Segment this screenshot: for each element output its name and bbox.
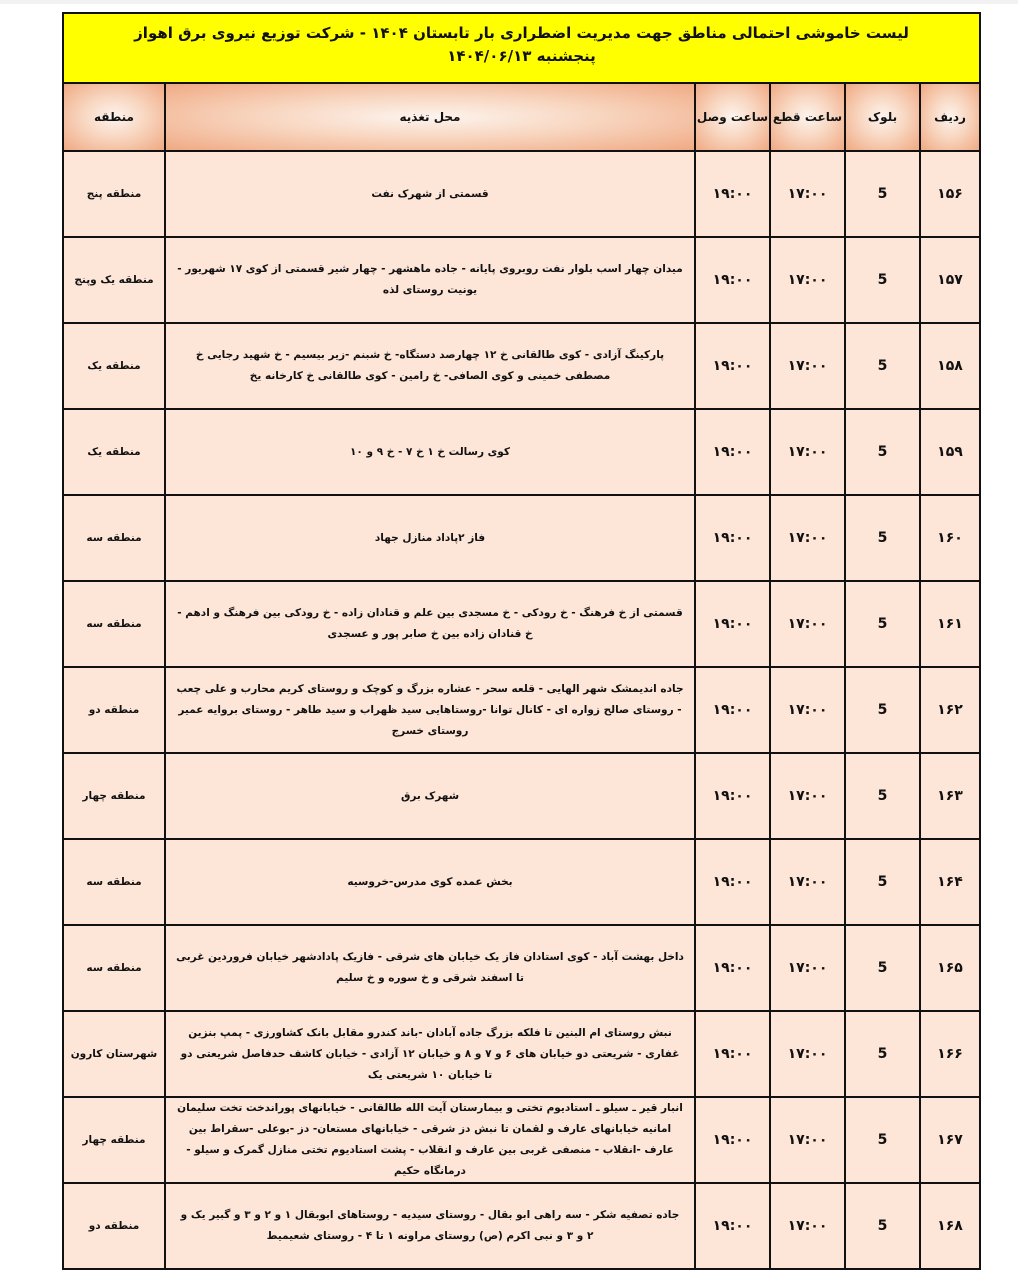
cell-row-number: ۱۶۳ bbox=[920, 753, 979, 839]
header-row bbox=[64, 84, 979, 151]
cell-on-time: ۱۹:۰۰ bbox=[695, 151, 770, 237]
table-row bbox=[64, 667, 979, 753]
cell-location: داخل بهشت آباد - کوی استادان فاز یک خیابان های شرقی - فازیک پادادشهر خیابان فروردین غربی تا اسفند شرقی و خ سوره و خ سلیم bbox=[165, 925, 695, 1011]
table-row bbox=[64, 1011, 979, 1097]
cell-row-number: ۱۶۵ bbox=[920, 925, 979, 1011]
table-row bbox=[64, 237, 979, 323]
cell-off-time: ۱۷:۰۰ bbox=[770, 1097, 845, 1183]
cell-block: 5 bbox=[845, 581, 920, 667]
cell-off-time: ۱۷:۰۰ bbox=[770, 839, 845, 925]
cell-block: 5 bbox=[845, 409, 920, 495]
cell-block: 5 bbox=[845, 839, 920, 925]
cell-location: جاده اندیمشک شهر الهایی - قلعه سحر - عشاره بزرگ و کوچک و روستای کریم محارب و علی چعب - روستای صالح زواره ای - کانال توانا -روستاهایی سید ظهراب و سید طاهر - روستای بروایه عمیر روستای خسرج bbox=[165, 667, 695, 753]
cell-region: منطقه چهار bbox=[64, 753, 165, 839]
cell-region: منطقه یک bbox=[64, 409, 165, 495]
document-date: پنجشنبه ۱۴۰۴/۰۶/۱۳ bbox=[447, 47, 596, 65]
cell-region: منطقه چهار bbox=[64, 1097, 165, 1183]
cell-off-time: ۱۷:۰۰ bbox=[770, 409, 845, 495]
cell-row-number: ۱۶۷ bbox=[920, 1097, 979, 1183]
cell-block: 5 bbox=[845, 237, 920, 323]
cell-off-time: ۱۷:۰۰ bbox=[770, 1183, 845, 1268]
cell-region: منطقه دو bbox=[64, 1183, 165, 1268]
cell-off-time: ۱۷:۰۰ bbox=[770, 581, 845, 667]
cell-block: 5 bbox=[845, 925, 920, 1011]
cell-on-time: ۱۹:۰۰ bbox=[695, 323, 770, 409]
cell-on-time: ۱۹:۰۰ bbox=[695, 753, 770, 839]
cell-off-time: ۱۷:۰۰ bbox=[770, 753, 845, 839]
cell-block: 5 bbox=[845, 151, 920, 237]
cell-region: منطقه سه bbox=[64, 925, 165, 1011]
cell-row-number: ۱۶۰ bbox=[920, 495, 979, 581]
header-on-time: ساعت وصل bbox=[695, 84, 770, 151]
cell-location: جاده تصفیه شکر - سه راهی ابو بقال - روستای سیدیه - روستاهای ابوبقال ۱ و ۲ و ۳ و گبیر یک و ۲ و ۳ و نبی اکرم (ص) روستای مراونه ۱ تا ۴ - روستای شعیمیط bbox=[165, 1183, 695, 1268]
cell-on-time: ۱۹:۰۰ bbox=[695, 1183, 770, 1268]
title-band bbox=[64, 14, 979, 84]
header-block: بلوک bbox=[845, 84, 920, 151]
cell-off-time: ۱۷:۰۰ bbox=[770, 495, 845, 581]
cell-off-time: ۱۷:۰۰ bbox=[770, 925, 845, 1011]
cell-off-time: ۱۷:۰۰ bbox=[770, 1011, 845, 1097]
cell-region: منطقه سه bbox=[64, 581, 165, 667]
table-row bbox=[64, 151, 979, 237]
cell-location: فاز ۲پاداد منازل جهاد bbox=[165, 495, 695, 581]
table-row bbox=[64, 409, 979, 495]
cell-on-time: ۱۹:۰۰ bbox=[695, 839, 770, 925]
table-row bbox=[64, 1183, 979, 1268]
header-region: منطقه bbox=[64, 84, 165, 151]
cell-region: منطقه دو bbox=[64, 667, 165, 753]
cell-location: کوی رسالت خ ۱ خ ۷ - خ ۹ و ۱۰ bbox=[165, 409, 695, 495]
cell-off-time: ۱۷:۰۰ bbox=[770, 323, 845, 409]
cell-row-number: ۱۶۱ bbox=[920, 581, 979, 667]
header-location: محل تغذیه bbox=[165, 84, 695, 151]
cell-location: میدان چهار اسب بلوار نفت روبروی پایانه - جاده ماهشهر - چهار شیر قسمتی از کوی ۱۷ شهریور - یونیت روستای لذه bbox=[165, 237, 695, 323]
cell-location: پارکینگ آزادی - کوی طالقانی خ ۱۲ چهارصد دستگاه- خ شبنم -زیر بیسیم - خ شهید رجایی خ مصطفی خمینی و کوی الصافی- خ رامین - کوی طالقانی خ کارخانه یخ bbox=[165, 323, 695, 409]
cell-on-time: ۱۹:۰۰ bbox=[695, 1097, 770, 1183]
screen-top-strip bbox=[0, 0, 1018, 4]
cell-on-time: ۱۹:۰۰ bbox=[695, 667, 770, 753]
cell-row-number: ۱۶۴ bbox=[920, 839, 979, 925]
cell-region: منطقه پنج bbox=[64, 151, 165, 237]
cell-region: منطقه یک وپنج bbox=[64, 237, 165, 323]
table-row bbox=[64, 495, 979, 581]
outage-table bbox=[64, 84, 979, 1268]
cell-block: 5 bbox=[845, 1183, 920, 1268]
cell-row-number: ۱۵۹ bbox=[920, 409, 979, 495]
cell-location: شهرک برق bbox=[165, 753, 695, 839]
header-row-number: ردیف bbox=[920, 84, 979, 151]
table-row bbox=[64, 1097, 979, 1183]
cell-row-number: ۱۵۷ bbox=[920, 237, 979, 323]
table-row bbox=[64, 839, 979, 925]
cell-off-time: ۱۷:۰۰ bbox=[770, 151, 845, 237]
cell-block: 5 bbox=[845, 1011, 920, 1097]
cell-block: 5 bbox=[845, 495, 920, 581]
cell-on-time: ۱۹:۰۰ bbox=[695, 925, 770, 1011]
table-row bbox=[64, 581, 979, 667]
cell-on-time: ۱۹:۰۰ bbox=[695, 495, 770, 581]
table-row bbox=[64, 753, 979, 839]
header-off-time: ساعت قطع bbox=[770, 84, 845, 151]
cell-row-number: ۱۵۸ bbox=[920, 323, 979, 409]
cell-row-number: ۱۵۶ bbox=[920, 151, 979, 237]
cell-on-time: ۱۹:۰۰ bbox=[695, 237, 770, 323]
outage-schedule-sheet bbox=[62, 12, 981, 1270]
cell-on-time: ۱۹:۰۰ bbox=[695, 409, 770, 495]
cell-row-number: ۱۶۶ bbox=[920, 1011, 979, 1097]
table-row bbox=[64, 323, 979, 409]
table-row bbox=[64, 925, 979, 1011]
cell-region: منطقه سه bbox=[64, 839, 165, 925]
cell-region: شهرستان کارون bbox=[64, 1011, 165, 1097]
cell-region: منطقه یک bbox=[64, 323, 165, 409]
cell-off-time: ۱۷:۰۰ bbox=[770, 237, 845, 323]
cell-on-time: ۱۹:۰۰ bbox=[695, 1011, 770, 1097]
cell-location: نبش روستای ام البنین تا فلکه بزرگ جاده آبادان -باند کندرو مقابل بانک کشاورزی - پمپ بنزین غفاری - شریعتی دو خیابان های ۶ و ۷ و ۸ و خیابان ۱۲ آزادی - خیابان کاشف حدفاصل شریعتی دو تا خیابان ۱۰ شریعتی یک bbox=[165, 1011, 695, 1097]
cell-location: قسمتی از خ فرهنگ - خ رودکی - خ مسجدی بین علم و قنادان زاده - خ رودکی بین فرهنگ و ادهم - خ قنادان زاده بین خ صابر پور و عسجدی bbox=[165, 581, 695, 667]
cell-location: انبار قیر ـ سیلو ـ استادیوم تختی و بیمارستان آیت الله طالقانی - خیابانهای پوراندخت تخت سلیمان امانیه خیابانهای عارف و لقمان تا نبش دز شرقی - خیابانهای مستعان- دز -بوعلی -سقراط بین عارف -انقلاب - منصفی غربی بین عارف و انقلاب - پشت استادیوم تختی منازل گمرک و سیلو - درمانگاه حکیم bbox=[165, 1097, 695, 1183]
cell-location: بخش عمده کوی مدرس-خروسیه bbox=[165, 839, 695, 925]
cell-block: 5 bbox=[845, 753, 920, 839]
cell-row-number: ۱۶۸ bbox=[920, 1183, 979, 1268]
cell-row-number: ۱۶۲ bbox=[920, 667, 979, 753]
cell-region: منطقه سه bbox=[64, 495, 165, 581]
table-body bbox=[64, 151, 979, 1268]
cell-on-time: ۱۹:۰۰ bbox=[695, 581, 770, 667]
cell-block: 5 bbox=[845, 667, 920, 753]
cell-block: 5 bbox=[845, 323, 920, 409]
cell-block: 5 bbox=[845, 1097, 920, 1183]
cell-off-time: ۱۷:۰۰ bbox=[770, 667, 845, 753]
document-title: لیست خاموشی احتمالی مناطق جهت مدیریت اضطراری بار تابستان ۱۴۰۴ - شرکت توزیع نیروی برق اهواز bbox=[134, 24, 909, 42]
cell-location: قسمتی از شهرک نفت bbox=[165, 151, 695, 237]
